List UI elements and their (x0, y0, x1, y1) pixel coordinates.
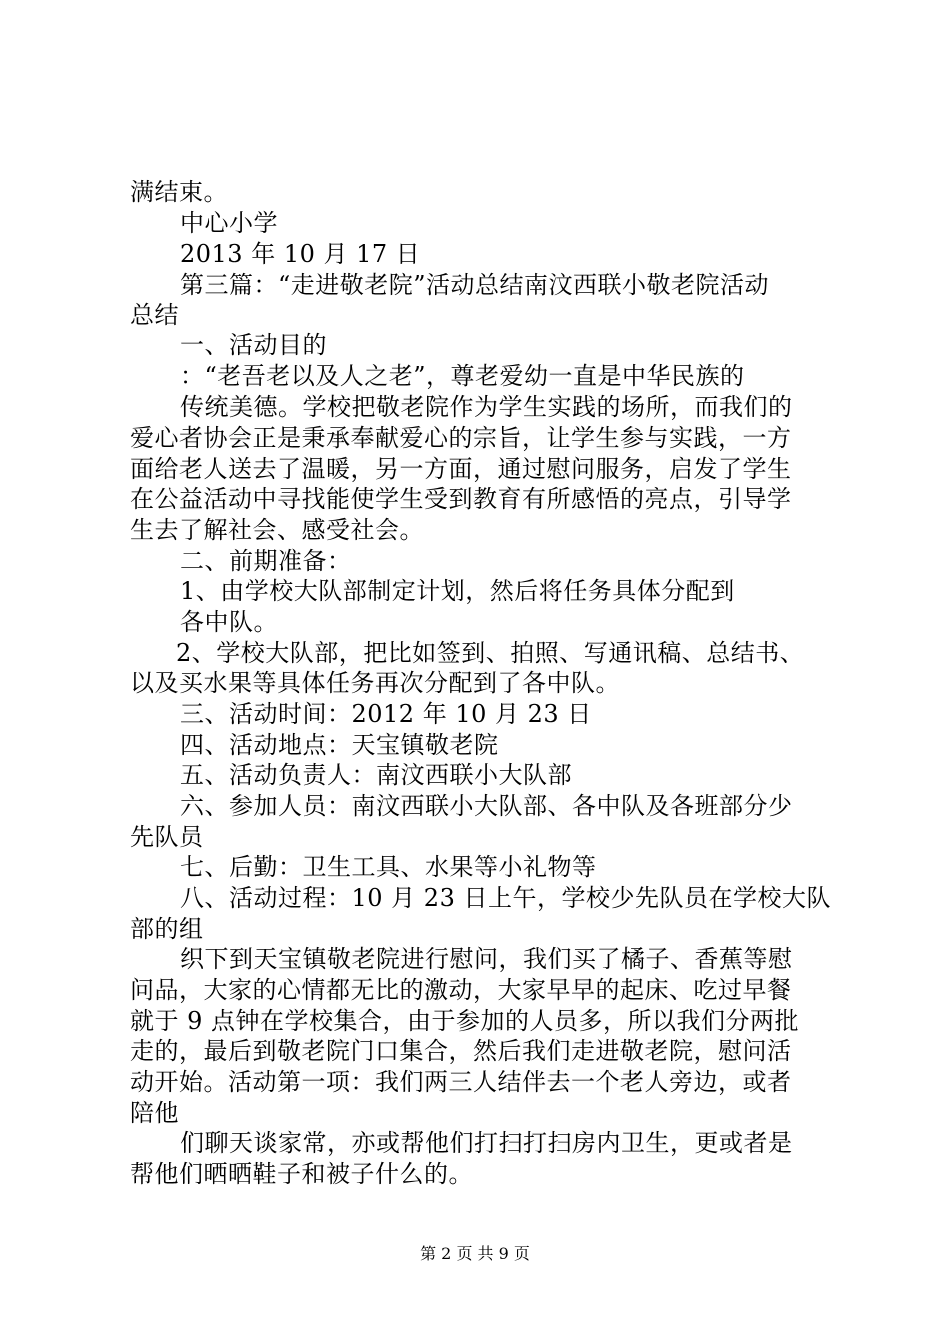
text-line: 爱心者协会正是秉承奉献爱心的宗旨，让学生参与实践，一方 (130, 424, 792, 452)
text-line: 三、活动时间：2012 年 10 月 23 日 (180, 700, 592, 728)
text-line: 八、活动过程：10 月 23 日上午，学校少先队员在学校大队 (180, 884, 831, 912)
text-line: 总结 (130, 301, 179, 329)
text-line: 以及买水果等具体任务再次分配到了各中队。 (130, 669, 620, 697)
text-line: 四、活动地点：天宝镇敬老院 (180, 731, 499, 759)
text-line: 七、后勤：卫生工具、水果等小礼物等 (180, 853, 597, 881)
text-line: 五、活动负责人：南汶西联小大队部 (180, 761, 572, 789)
text-line: 问品，大家的心情都无比的激动，大家早早的起床、吃过早餐 (130, 976, 792, 1004)
text-line: 生去了解社会、感受社会。 (130, 516, 424, 544)
text-line: 二、前期准备： (180, 547, 352, 575)
text-line: 2、学校大队部，把比如签到、拍照、写通讯稿、总结书、 (176, 639, 805, 667)
text-line: 先队员 (130, 823, 204, 851)
page-number-footer: 第 2 页 共 9 页 (420, 1244, 530, 1263)
text-line: 1、由学校大队部制定计划，然后将任务具体分配到 (180, 577, 735, 605)
text-line: 们聊天谈家常，亦或帮他们打扫打扫房内卫生，更或者是 (180, 1129, 793, 1157)
text-line: 传统美德。学校把敬老院作为学生实践的场所，而我们的 (180, 393, 793, 421)
text-line: 一、活动目的 (180, 331, 327, 359)
text-line: 第三篇：“走进敬老院”活动总结南汶西联小敬老院活动 (180, 271, 770, 299)
text-line: 2013 年 10 月 17 日 (180, 240, 421, 268)
text-line: 各中队。 (180, 608, 278, 636)
text-line: 六、参加人员：南汶西联小大队部、各中队及各班部分少 (180, 792, 793, 820)
text-line: ：“老吾老以及人之老”，尊老爱幼一直是中华民族的 (180, 362, 745, 390)
text-line: 织下到天宝镇敬老院进行慰问，我们买了橘子、香蕉等慰 (180, 945, 793, 973)
text-line: 陪他 (130, 1099, 179, 1127)
text-line: 走的，最后到敬老院门口集合，然后我们走进敬老院，慰问活 (130, 1037, 792, 1065)
text-line: 面给老人送去了温暖，另一方面，通过慰问服务，启发了学生 (130, 455, 792, 483)
text-line: 就于 9 点钟在学校集合，由于参加的人员多，所以我们分两批 (130, 1007, 800, 1035)
text-line: 动开始。活动第一项：我们两三人结伴去一个老人旁边，或者 (130, 1068, 792, 1096)
text-line: 部的组 (130, 915, 204, 943)
text-line: 满结束。 (130, 178, 228, 206)
text-line: 帮他们晒晒鞋子和被子什么的。 (130, 1160, 473, 1188)
text-line: 在公益活动中寻找能使学生受到教育有所感悟的亮点，引导学 (130, 485, 792, 513)
text-line: 中心小学 (180, 209, 278, 237)
